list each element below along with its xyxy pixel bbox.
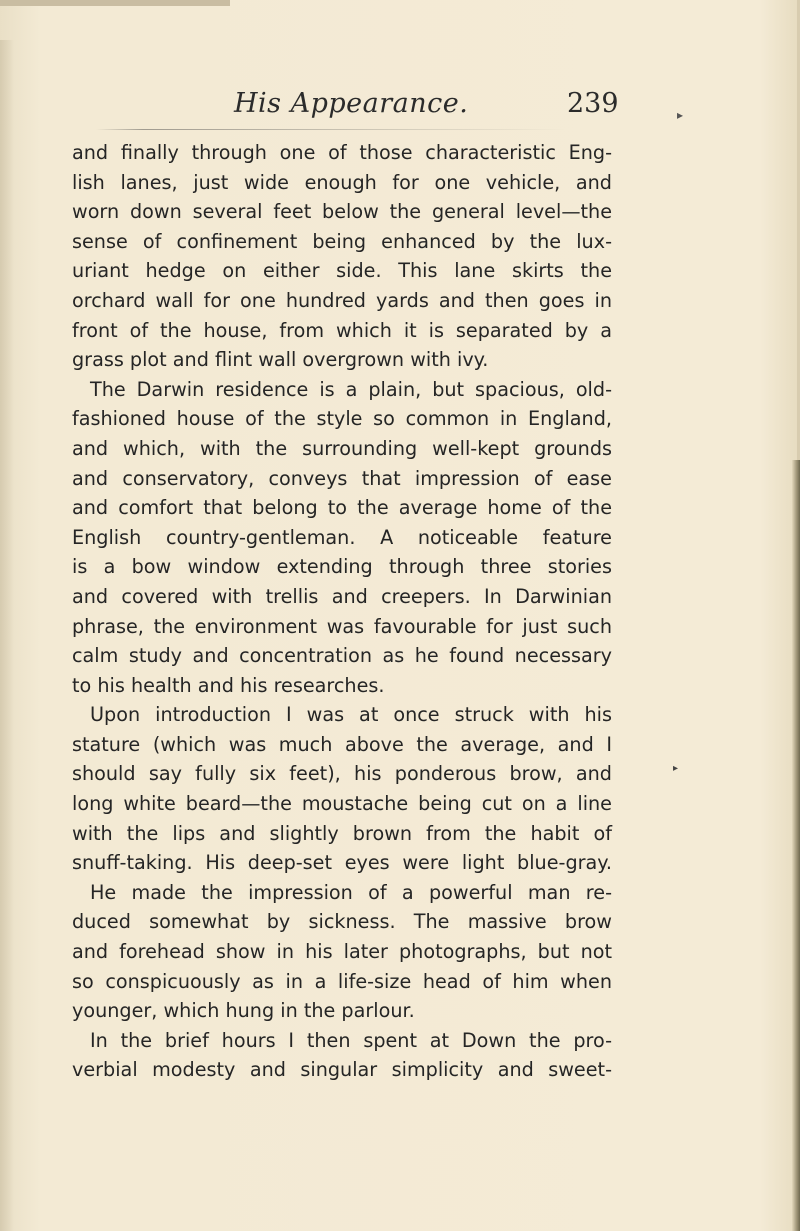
text-line: is a bow window extending through three stories — [72, 555, 612, 579]
text-line: worn down several feet below the general level—the — [72, 200, 612, 224]
text-line: The Darwin residence is a plain, but spacious, old- — [90, 377, 612, 401]
text-line: and conservatory, conveys that impression of ease — [72, 466, 612, 490]
page-binding-edge — [792, 460, 800, 1231]
text-line: fashioned house of the style so common in England, — [72, 407, 612, 431]
text-line: Upon introduction I was at once struck with his — [90, 703, 612, 727]
text-line: phrase, the environment was favourable for just such — [72, 614, 612, 638]
header-rule — [96, 129, 566, 130]
text-line: stature (which was much above the average, and I — [72, 732, 612, 756]
text-line: long white beard—the moustache being cut on a line — [72, 792, 612, 816]
body-text — [72, 138, 612, 1085]
text-line: and comfort that belong to the average home of the — [72, 496, 612, 520]
text-line: younger, which hung in the parlour. — [72, 999, 415, 1023]
text-line: to his health and his researches. — [72, 673, 385, 697]
text-line: In the brief hours I then spent at Down the pro- — [90, 1028, 612, 1052]
text-line: with the lips and slightly brown from the habit of — [72, 821, 612, 845]
text-line: duced somewhat by sickness. The massive brow — [72, 910, 612, 934]
text-line: uriant hedge on either side. This lane skirts the — [72, 259, 612, 283]
running-title: His Appearance. — [234, 88, 469, 119]
corner-mark: ▸ — [677, 108, 684, 122]
page-header — [0, 88, 800, 128]
text-line: and forehead show in his later photographs, but not — [72, 940, 612, 964]
text-line: grass plot and flint wall overgrown with ivy. — [72, 348, 489, 372]
text-line: sense of confinement being enhanced by the lux- — [72, 229, 612, 253]
text-line: He made the impression of a powerful man re- — [90, 880, 612, 904]
text-line: front of the house, from which it is separated by a — [72, 318, 612, 342]
text-line: so conspicuously as in a life-size head of him when — [72, 969, 612, 993]
page-number: 239 — [567, 88, 619, 119]
page-top-edge — [0, 0, 230, 6]
text-line: English country-gentleman. A noticeable feature — [72, 525, 612, 549]
text-line: verbial modesty and singular simplicity and sweet- — [72, 1058, 612, 1082]
margin-mark: ▸ — [673, 763, 679, 774]
page-gutter-shadow — [0, 40, 14, 1231]
text-line: and covered with trellis and creepers. In Darwinian — [72, 584, 612, 608]
text-line: orchard wall for one hundred yards and then goes in — [72, 288, 612, 312]
text-line: should say fully six feet), his ponderous brow, and — [72, 762, 612, 786]
text-line: snuff-taking. His deep-set eyes were light blue-gray. — [72, 851, 612, 875]
text-line: lish lanes, just wide enough for one vehicle, and — [72, 170, 612, 194]
text-line: and which, with the surrounding well-kept grounds — [72, 436, 612, 460]
text-line: calm study and concentration as he found necessary — [72, 644, 612, 668]
text-line: and finally through one of those characteristic Eng- — [72, 141, 612, 164]
